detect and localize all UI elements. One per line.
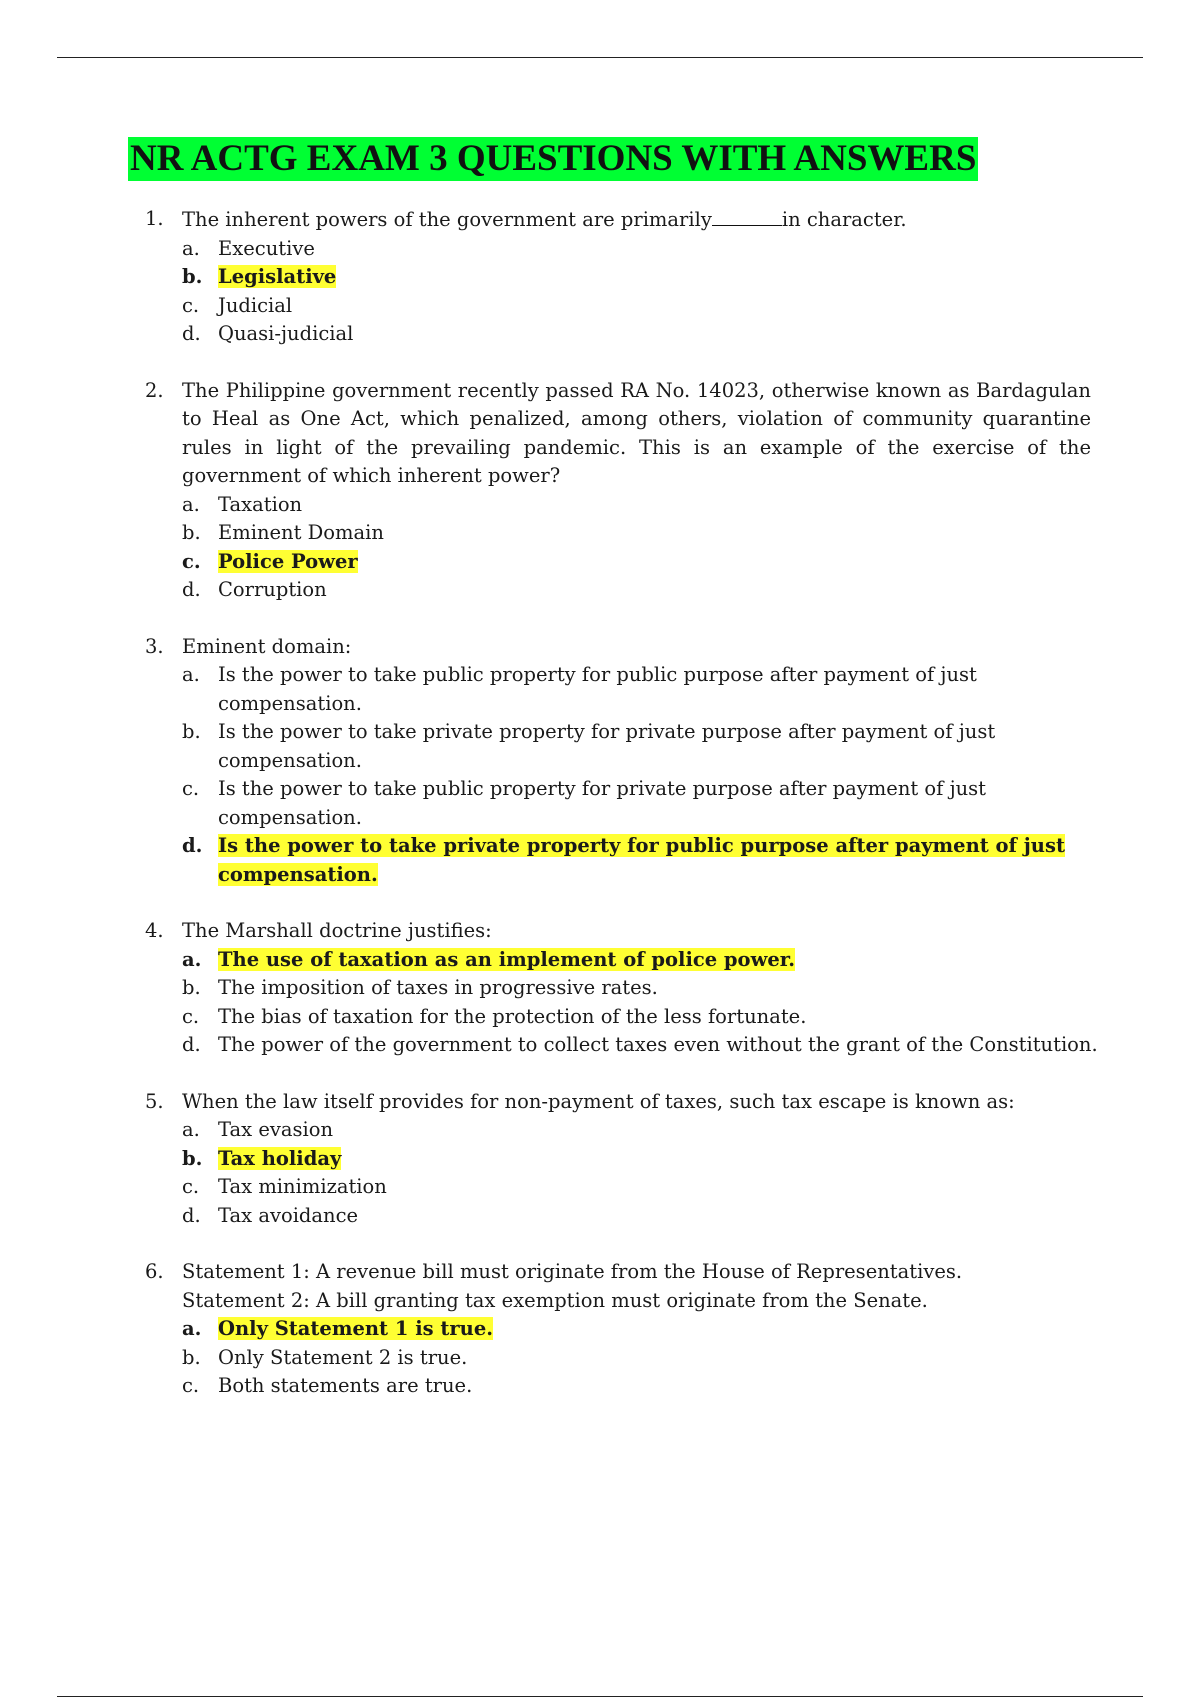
option-text: Judicial	[218, 293, 293, 317]
option: a. Is the power to take public property for public purpose after payment of just compensation.	[182, 663, 977, 715]
option-list	[182, 491, 1091, 605]
option-text: Tax evasion	[218, 1118, 334, 1141]
option: c. Judicial	[182, 293, 293, 317]
option: d. Corruption	[182, 578, 327, 601]
option-list	[182, 1315, 1091, 1401]
question-number: 1.	[145, 207, 164, 230]
question-3	[145, 633, 1091, 890]
option-text: Both statements are true.	[218, 1374, 473, 1397]
option-text: The power of the government to collect taxes even without the grant of the Constitution.	[218, 1033, 1098, 1056]
title-block	[128, 137, 978, 181]
option-text: The bias of taxation for the protection of the less fortunate.	[218, 1004, 807, 1028]
option-correct: a. Only Statement 1 is true.	[182, 1317, 494, 1340]
option-text: Executive	[218, 236, 315, 260]
option-text: Only Statement 2 is true.	[218, 1345, 468, 1369]
option-list	[182, 235, 1091, 349]
question-text: The Philippine government recently passed RA No. 14023, otherwise known as Bardagulan to Heal as One Act, which penalized, among others, violation of community quarantine rules in light of the prevailing pandemic. This is an example of the exercise of the government of which inherent power?	[182, 378, 1091, 487]
statement-2: Statement 2: A bill granting tax exemption must originate from the Senate.	[182, 1288, 928, 1312]
option: c. Tax minimization	[182, 1175, 387, 1198]
question-text	[182, 1258, 1091, 1315]
option-text: Tax avoidance	[218, 1203, 359, 1227]
option: b. Eminent Domain	[182, 521, 384, 544]
question-text: Eminent domain:	[182, 634, 352, 658]
option-list	[182, 661, 1091, 889]
top-rule	[57, 57, 1143, 58]
option: b. Is the power to take private property for private purpose after payment of just compensation.	[182, 720, 996, 772]
option: c. Is the power to take public property for private purpose after payment of just compensation.	[182, 777, 987, 829]
question-number: 4.	[145, 919, 164, 942]
question-number: 3.	[145, 634, 164, 658]
option: d. The power of the government to collect taxes even without the grant of the Constitution.	[182, 1033, 1098, 1056]
option-text: Tax minimization	[218, 1175, 387, 1198]
option: b. Only Statement 2 is true.	[182, 1345, 468, 1369]
option: d. Quasi-judicial	[182, 322, 354, 345]
question-1	[145, 205, 1091, 349]
option-text: Is the power to take public property for private purpose after payment of just compensation.	[218, 777, 987, 829]
question-text-after-blank: in character.	[781, 208, 907, 231]
answer-blank	[712, 205, 782, 226]
question-list	[145, 205, 1098, 1429]
option-text: Quasi-judicial	[218, 322, 354, 345]
option-text-highlighted: The use of taxation as an implement of police power.	[218, 947, 796, 971]
option-text: Eminent Domain	[218, 521, 384, 544]
option-text: Corruption	[218, 578, 327, 601]
question-text	[182, 205, 1091, 235]
option-text: Taxation	[218, 492, 303, 516]
option: d. Tax avoidance	[182, 1203, 359, 1227]
option-text-highlighted: Legislative	[218, 265, 337, 288]
option-correct: b. Legislative	[182, 265, 337, 288]
question-5	[145, 1088, 1091, 1231]
option-correct: b. Tax holiday	[182, 1146, 342, 1170]
option-list	[182, 946, 1098, 1060]
option-text: The imposition of taxes in progressive rates.	[218, 976, 658, 999]
option-text: Is the power to take public property for public purpose after payment of just compensation.	[218, 663, 977, 715]
option-correct: c. Police Power	[182, 549, 358, 573]
question-text: When the law itself provides for non-payment of taxes, such tax escape is known as:	[182, 1089, 1015, 1113]
option-text: Is the power to take private property for private purpose after payment of just compensation.	[218, 720, 996, 772]
option: a. Taxation	[182, 492, 303, 516]
option-correct: d. Is the power to take private property for public purpose after payment of just compensation.	[182, 834, 1065, 886]
option-text-highlighted: Police Power	[218, 549, 358, 573]
question-4	[145, 917, 1098, 1060]
option: c. Both statements are true.	[182, 1374, 473, 1397]
statement-1: Statement 1: A revenue bill must originate from the House of Representatives.	[182, 1260, 963, 1283]
option: c. The bias of taxation for the protection of the less fortunate.	[182, 1004, 807, 1028]
question-number: 2.	[145, 378, 164, 402]
document-title: NR ACTG EXAM 3 QUESTIONS WITH ANSWERS	[130, 138, 977, 179]
question-text: The Marshall doctrine justifies:	[182, 919, 492, 942]
question-text-before-blank: The inherent powers of the government are primarily	[182, 208, 712, 231]
question-number: 6.	[145, 1260, 164, 1283]
bottom-rule	[57, 1696, 1143, 1697]
question-6	[145, 1258, 1091, 1401]
option: a. Executive	[182, 236, 315, 260]
question-number: 5.	[145, 1089, 164, 1113]
option-correct: a. The use of taxation as an implement of police power.	[182, 947, 796, 971]
option: b. The imposition of taxes in progressive rates.	[182, 976, 658, 999]
option-list	[182, 1116, 1091, 1230]
option: a. Tax evasion	[182, 1118, 334, 1141]
option-text-highlighted: Tax holiday	[218, 1146, 342, 1170]
option-text-highlighted: Is the power to take private property for public purpose after payment of just compensation.	[218, 834, 1065, 886]
question-2	[145, 377, 1091, 605]
option-text-highlighted: Only Statement 1 is true.	[218, 1317, 494, 1340]
